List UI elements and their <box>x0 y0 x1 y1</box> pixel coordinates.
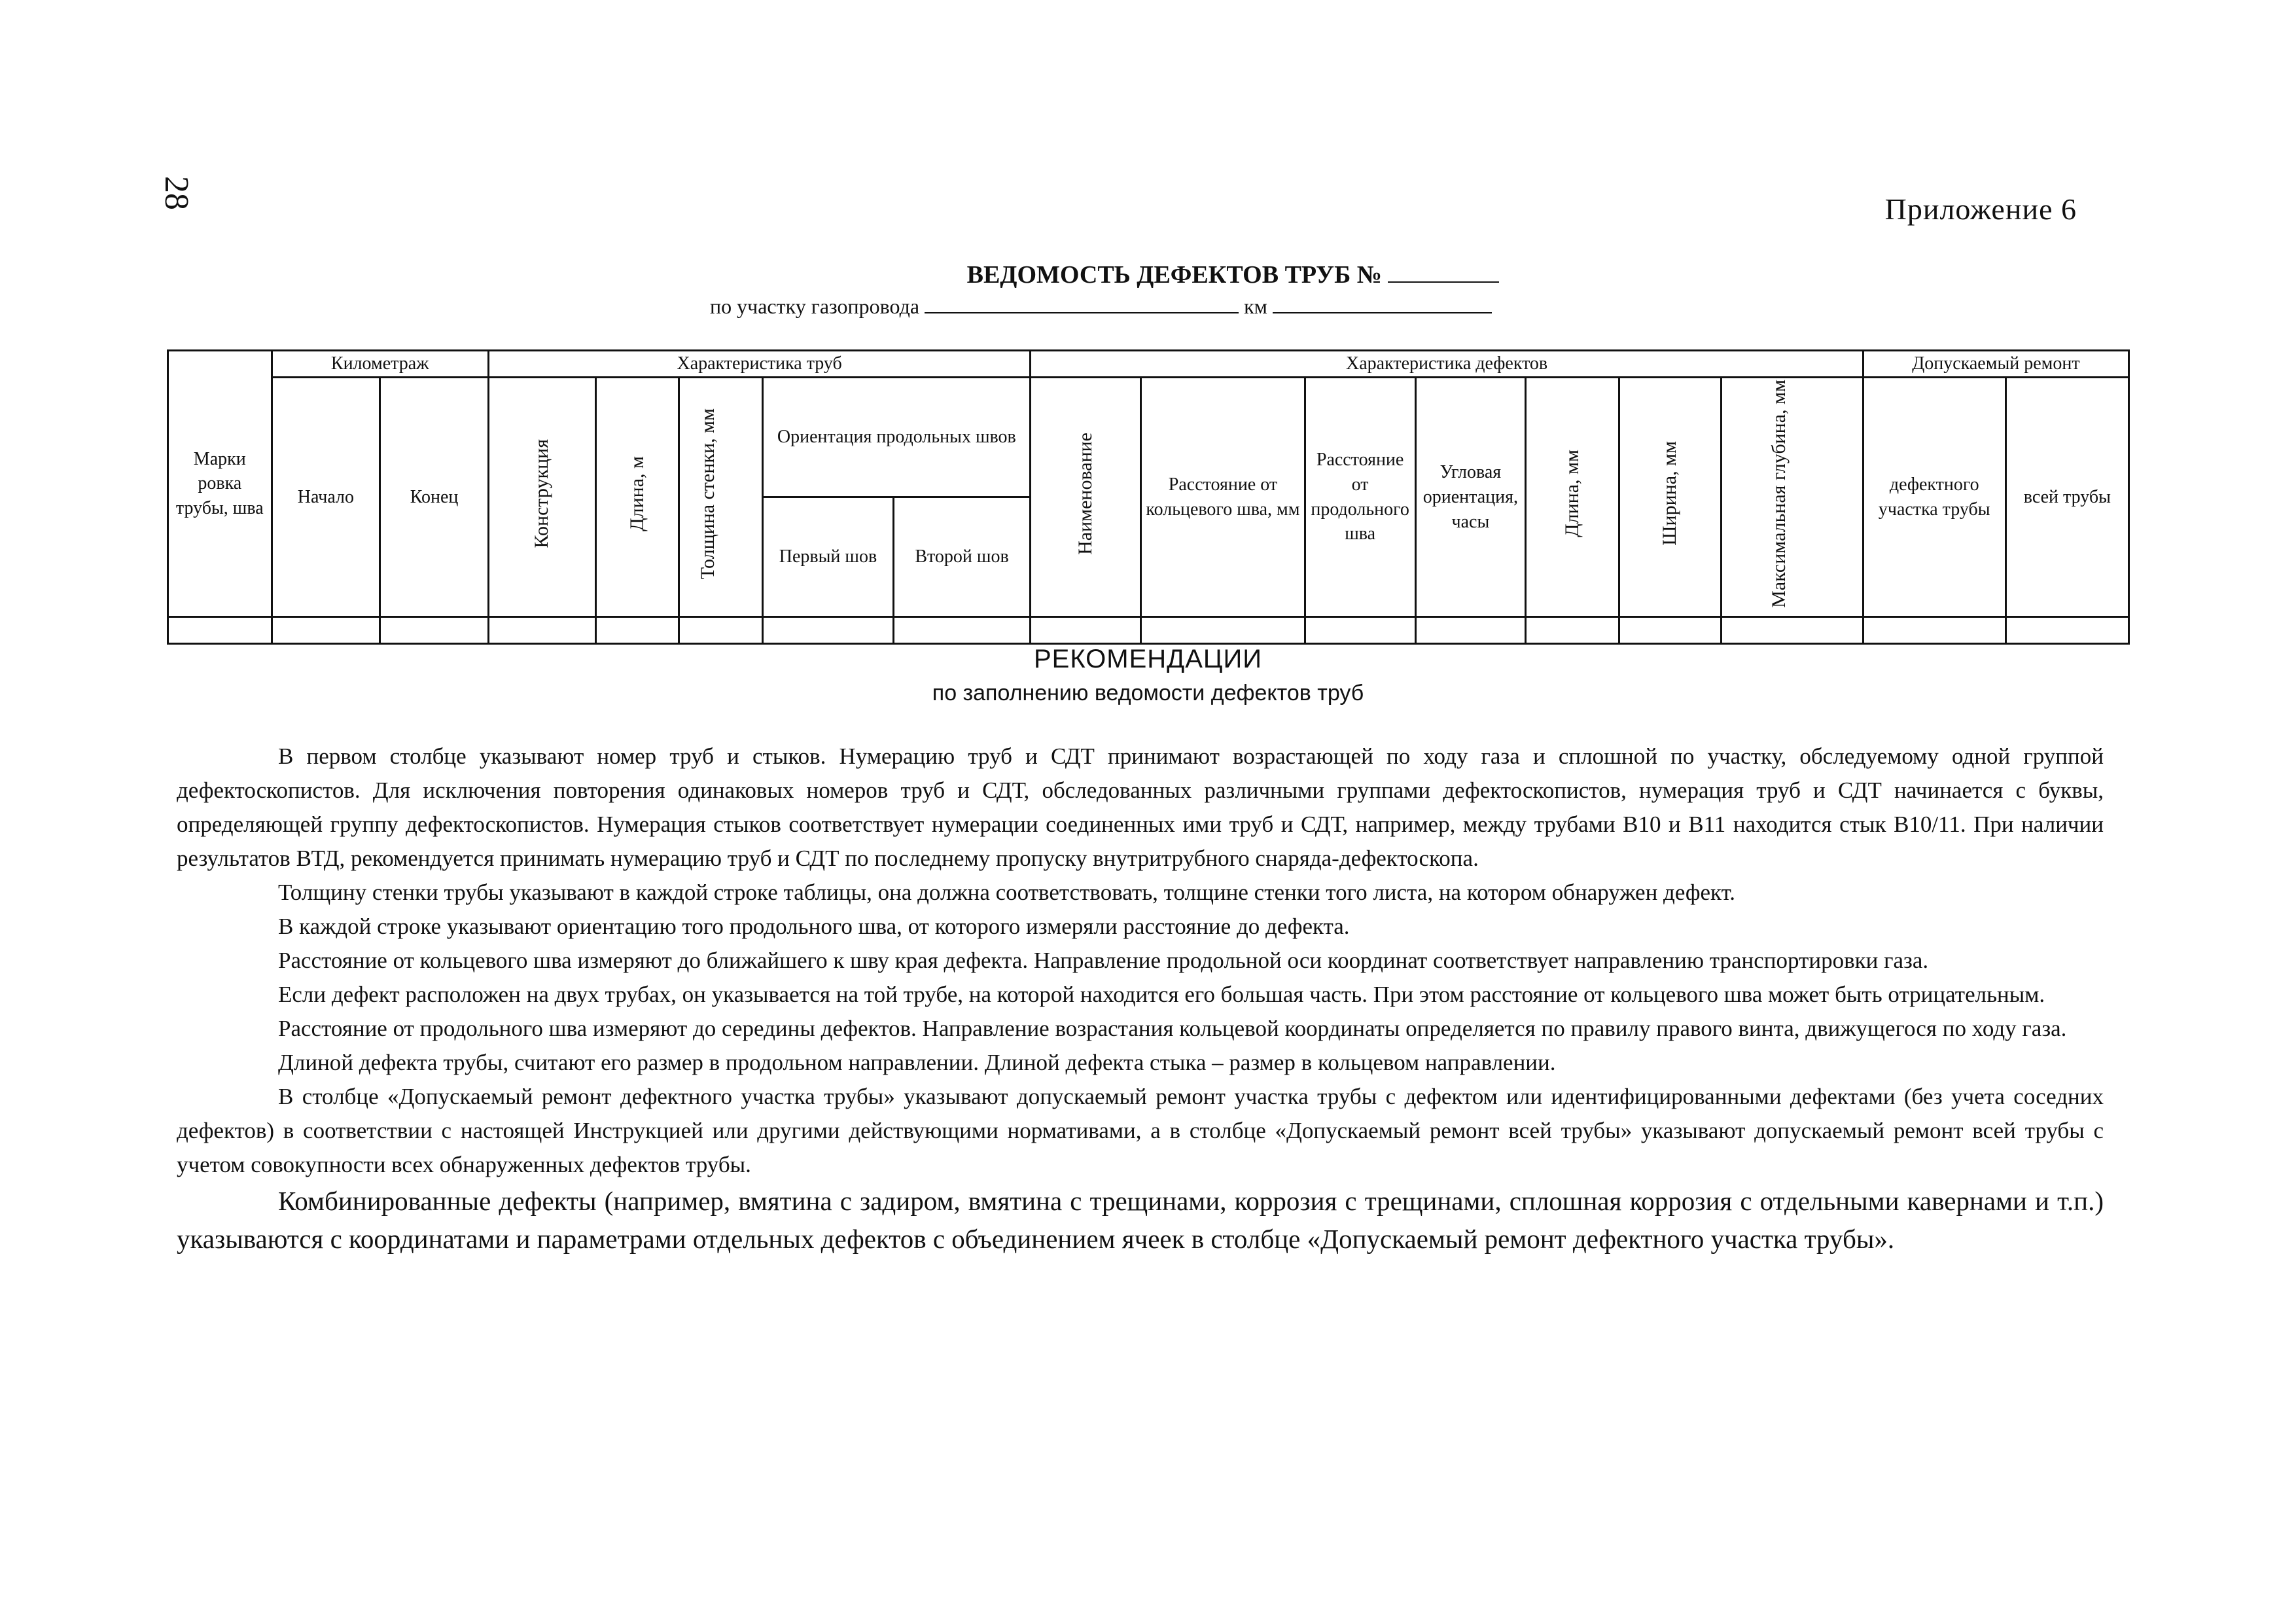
col-max-depth <box>1721 377 1863 617</box>
group-pipe: Характеристика труб <box>488 351 1030 378</box>
paragraph: Комбинированные дефекты (например, вмятина с задиром, вмятина с трещинами, коррозия с трещинами, сплошная коррозия с отдельными кавернами и т.п.) указываются с координатами и параметрами отдельных дефектов с объединением ячеек в столбце «Допускаемый ремонт дефектного участка трубы». <box>177 1186 2104 1254</box>
subtitle-km: км <box>1244 294 1267 318</box>
group-km: Километраж <box>272 351 488 378</box>
empty-cell <box>679 617 763 644</box>
max-depth-label: Максимальная глубина, мм <box>1767 379 1790 608</box>
title-number-blank <box>1388 262 1499 283</box>
col-seam-orientation: Ориентация продольных швов <box>763 377 1031 497</box>
col-dist-long: Расстояние от продольного шва <box>1305 377 1415 617</box>
empty-cell <box>1721 617 1863 644</box>
col-whole-pipe: всей трубы <box>2005 377 2128 617</box>
table-empty-row <box>168 617 2129 644</box>
document-title <box>0 260 2296 289</box>
empty-cell <box>1863 617 2005 644</box>
pipeline-section-blank <box>925 295 1239 313</box>
col-defect-length <box>1526 377 1619 617</box>
col-angular: Угловая ориентация, часы <box>1415 377 1526 617</box>
name-label: Наименование <box>1074 432 1096 555</box>
empty-cell <box>1141 617 1305 644</box>
paragraph: Расстояние от продольного шва измеряют до середины дефектов. Направление возрастания кольцевой координаты определяется по правилу правого винта, движущегося по ходу газа. <box>278 1016 2067 1041</box>
col-name <box>1031 377 1141 617</box>
col-marking: Марки ровка трубы, шва <box>168 351 272 617</box>
document-subtitle <box>710 294 1492 319</box>
km-blank <box>1273 295 1492 313</box>
paragraph: В первом столбце указывают номер труб и стыков. Нумерацию труб и СДТ принимают возрастающей по ходу газа и сплошной по участку, обследуемому одной группой дефектоскопистов. Для исключения повторения одинаковых номеров труб и СДТ, обследованных различными группами дефектоскопистов, нумерация труб и СДТ начинается с буквы, определяющей группу дефектоскопистов. Нумерация стыков соответствует нумерации соединенных ими труб и СДТ, например, между трубами В10 и В11 находится стык В10/11. При наличии результатов ВТД, рекомендуется принимать нумерацию труб и СДТ по последнему пропуску внутритрубного снаряда-дефектоскопа. <box>177 743 2104 871</box>
empty-cell <box>1415 617 1526 644</box>
empty-cell <box>1305 617 1415 644</box>
recommendations-title: РЕКОМЕНДАЦИИ <box>1033 645 1263 673</box>
paragraph: В столбце «Допускаемый ремонт дефектного участка трубы» указывают допускаемый ремонт участка трубы с дефектом или идентифицированными дефектами (без учета соседних дефектов) в соответствии с настоящей Инструкцией или другими действующими нормативами, а в столбце «Допускаемый ремонт всей трубы» указывают допускаемый ремонт всей трубы с учетом совокупности всех обнаруженных дефектов трубы. <box>177 1084 2104 1177</box>
group-repair: Допускаемый ремонт <box>1863 351 2128 378</box>
length-m-label: Длина, м <box>626 455 648 531</box>
paragraph: В каждой строке указывают ориентацию того продольного шва, от которого измеряли расстояние до дефекта. <box>278 914 1350 939</box>
col-start: Начало <box>272 377 380 617</box>
recommendations-body <box>177 740 2104 1258</box>
width-label: Ширина, мм <box>1659 441 1681 546</box>
col-construction <box>488 377 595 617</box>
paragraph: Длиной дефекта трубы, считают его размер в продольном направлении. Длиной дефекта стыка – размер в кольцевом направлении. <box>278 1050 1556 1075</box>
subtitle-prefix: по участку газопровода <box>710 294 920 318</box>
empty-cell <box>380 617 489 644</box>
recommendations-subtitle: по заполнению ведомости дефектов труб <box>932 681 1364 705</box>
col-first-seam: Первый шов <box>763 497 893 617</box>
paragraph: Толщину стенки трубы указывают в каждой строке таблицы, она должна соответствовать, толщине стенки того листа, на котором обнаружен дефект. <box>278 880 1735 905</box>
empty-cell <box>893 617 1031 644</box>
col-wall-thickness <box>679 377 763 617</box>
paragraph: Если дефект расположен на двух трубах, он указывается на той трубе, на которой находится его большая часть. При этом расстояние от кольцевого шва может быть отрицательным. <box>278 982 2045 1007</box>
col-defect-section: дефектного участка трубы <box>1863 377 2005 617</box>
empty-cell <box>1619 617 1721 644</box>
empty-cell <box>1031 617 1141 644</box>
construction-label: Конструкция <box>530 439 552 548</box>
empty-cell <box>272 617 380 644</box>
empty-cell <box>1526 617 1619 644</box>
col-width <box>1619 377 1721 617</box>
empty-cell <box>168 617 272 644</box>
col-second-seam: Второй шов <box>893 497 1031 617</box>
empty-cell <box>595 617 679 644</box>
document-title-text: ВЕДОМОСТЬ ДЕФЕКТОВ ТРУБ № <box>966 261 1382 289</box>
appendix-label: Приложение 6 <box>1884 192 2077 226</box>
table-header-row-1 <box>168 351 2129 378</box>
defect-length-label: Длина, мм <box>1561 450 1583 538</box>
paragraph: Расстояние от кольцевого шва измеряют до ближайшего к шву края дефекта. Направление продольной оси координат соответствует направлению транспортировки газа. <box>278 948 1929 973</box>
col-length-m <box>595 377 679 617</box>
col-end: Конец <box>380 377 489 617</box>
col-dist-ring: Расстояние от кольцевого шва, мм <box>1141 377 1305 617</box>
group-defect: Характеристика дефектов <box>1031 351 1863 378</box>
page-number: 28 <box>158 176 196 210</box>
table-header-row-2 <box>168 377 2129 497</box>
empty-cell <box>763 617 893 644</box>
empty-cell <box>488 617 595 644</box>
wall-thickness-label: Толщина стенки, мм <box>696 408 718 579</box>
defects-table <box>167 349 2130 645</box>
empty-cell <box>2005 617 2128 644</box>
